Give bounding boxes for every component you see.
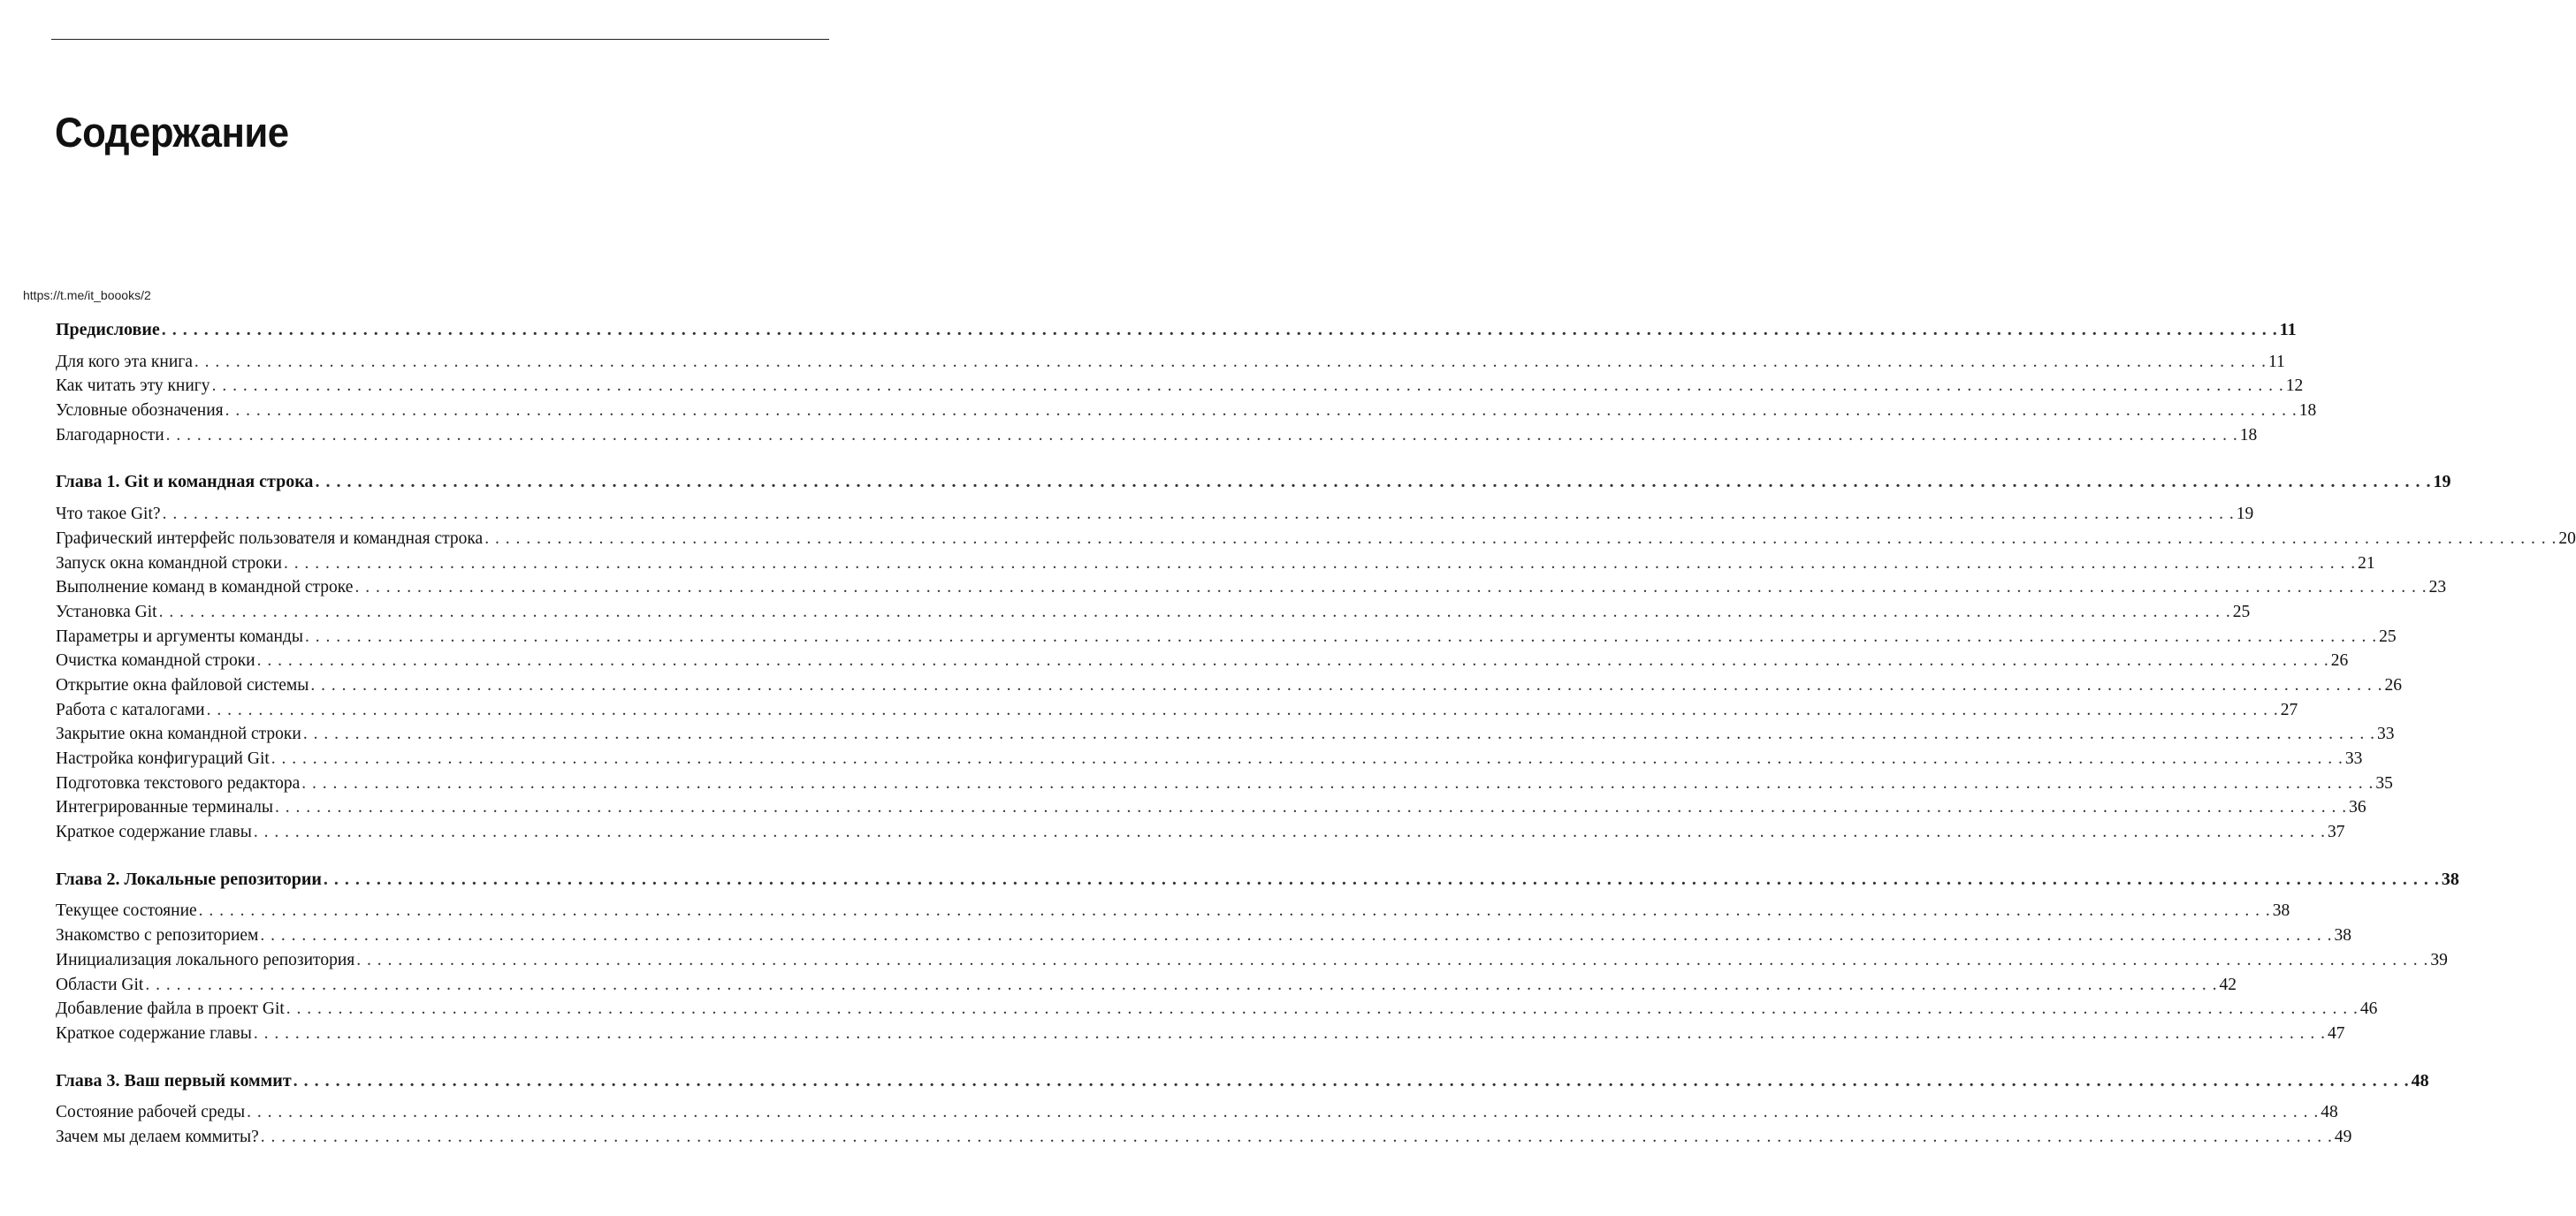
toc-entry-title: Инициализация локального репозитория — [56, 950, 355, 969]
toc-chapter-group — [56, 1069, 2429, 1150]
dot-leader: . . . . . . . . . . . . . . . . . . . . . . . . . . . . . . . . . . . . . . . . . . . . . . . . . . . . . . . . . . . . . . . . . . . . . . . . . . . . . . . . . . . . . . . . . . . . . . . . . . . . . . . . . . . . . . . . . . . . . . . . . . . . . . . . . . . . . . . . . . . . . . . . . . . . . . . . . . . . . . . . . . . . . . . . . . . . . . . . . . . . . . . . . . . . . . . . . . . . . . . . — [304, 627, 2378, 646]
toc-entry-title: Краткое содержание главы — [56, 1023, 252, 1043]
toc-entry[interactable] — [56, 795, 2366, 820]
dot-leader: . . . . . . . . . . . . . . . . . . . . . . . . . . . . . . . . . . . . . . . . . . . . . . . . . . . . . . . . . . . . . . . . . . . . . . . . . . . . . . . . . . . . . . . . . . . . . . . . . . . . . . . . . . . . . . . . . . . . . . . . . . . . . . . . . . . . . . . . . . . . . . . . . . . . . . . . . . . . . . . . . . . . . . . . . . . . . . . . . . . . . . . . . . . . . . . . . . . . . . . . — [354, 578, 2427, 597]
toc-entry[interactable] — [56, 423, 2258, 448]
top-rule — [51, 39, 829, 40]
toc-entry-title: Закрытие окна командной строки — [56, 725, 301, 744]
toc-entry-page-number: 19 — [2236, 505, 2254, 524]
toc-entry-title: Настройка конфигураций Git — [56, 749, 270, 768]
toc-entry-title: Запуск окна командной строки — [56, 553, 282, 573]
dot-leader: . . . . . . . . . . . . . . . . . . . . . . . . . . . . . . . . . . . . . . . . . . . . . . . . . . . . . . . . . . . . . . . . . . . . . . . . . . . . . . . . . . . . . . . . . . . . . . . . . . . . . . . . . . . . . . . . . . . . . . . . . . . . . . . . . . . . . . . . . . . . . . . . . . . . . . . . . . . . . . . . . . . . . . . . . . . . . . . . . . . . . . . . . . . . . . . . . . . . . . . . — [275, 798, 2348, 817]
dot-leader: . . . . . . . . . . . . . . . . . . . . . . . . . . . . . . . . . . . . . . . . . . . . . . . . . . . . . . . . . . . . . . . . . . . . . . . . . . . . . . . . . . . . . . . . . . . . . . . . . . . . . . . . . . . . . . . . . . . . . . . . . . . . . . . . . . . . . . . . . . . . . . . . . . . . . . . . . . . . . . . . . . . . . . . . . . . . . . . . . . . . . . . . . . . . . . . . . . . . . . . . — [194, 352, 2267, 371]
dot-leader: . . . . . . . . . . . . . . . . . . . . . . . . . . . . . . . . . . . . . . . . . . . . . . . . . . . . . . . . . . . . . . . . . . . . . . . . . . . . . . . . . . . . . . . . . . . . . . . . . . . . . . . . . . . . . . . . . . . . . . . . . . . . . . . . . . . . . . . . . . . . . . . . . . . . . . . . . . . . . . . . . . . . . . . . . . . . . . . . . . . . . . . . . . . . . . . . . . . . . . . . — [302, 725, 2375, 744]
toc-chapter-title: Глава 2. Локальные репозитории — [56, 869, 322, 889]
toc-entry-page-number: 33 — [2376, 725, 2395, 744]
toc-entry[interactable] — [56, 923, 2352, 948]
dot-leader: . . . . . . . . . . . . . . . . . . . . . . . . . . . . . . . . . . . . . . . . . . . . . . . . . . . . . . . . . . . . . . . . . . . . . . . . . . . . . . . . . . . . . . . . . . . . . . . . . . . . . . . . . . . . . . . . . . . . . . . . . . . . . . . . . . . . . . . . . . . . . . . . . . . . . . . . . . . . . . . . . . . . . . . . . . . . . . . . . . . . . . . . . . . . . . . . . . . . . . . . — [247, 1103, 2320, 1122]
toc-entry[interactable] — [56, 625, 2397, 650]
toc-entry-page-number: 48 — [2321, 1103, 2338, 1122]
toc-entry[interactable] — [56, 948, 2448, 973]
toc-entry[interactable] — [56, 698, 2298, 723]
toc-entry-title: Добавление файла в проект Git — [56, 999, 285, 1019]
toc-entry[interactable] — [56, 747, 2363, 771]
toc-chapter[interactable] — [56, 868, 2459, 893]
dot-leader: . . . . . . . . . . . . . . . . . . . . . . . . . . . . . . . . . . . . . . . . . . . . . . . . . . . . . . . . . . . . . . . . . . . . . . . . . . . . . . . . . . . . . . . . . . . . . . . . . . . . . . . . . . . . . . . . . . . . . . . . . . . . . . . . . . . . . . . . . . . . . . . . . . . . . . . . . . . . . . . . . . . . . . . . . . . . . . . . . . . . . . . . . . . . . . . . . . . . . . . . — [198, 901, 2271, 921]
dot-leader: . . . . . . . . . . . . . . . . . . . . . . . . . . . . . . . . . . . . . . . . . . . . . . . . . . . . . . . . . . . . . . . . . . . . . . . . . . . . . . . . . . . . . . . . . . . . . . . . . . . . . . . . . . . . . . . . . . . . . . . . . . . . . . . . . . . . . . . . . . . . . . . . . . . . . . . . . . . . . . . . . . . . . . . . . . . . . . . . . . . . . . . . . . . . . . . . . . . . . . . . — [256, 651, 2329, 671]
toc-chapter-group — [56, 318, 2317, 447]
toc-entry-title: Области Git — [56, 975, 144, 994]
toc-entry-page-number: 18 — [2298, 401, 2317, 421]
toc-entry[interactable] — [56, 551, 2375, 576]
toc-entry-page-number: 42 — [2219, 975, 2237, 994]
toc-chapter-group — [56, 470, 2576, 844]
toc-entry[interactable] — [56, 673, 2402, 698]
toc-entry-page-number: 21 — [2358, 553, 2375, 573]
toc-entry-title: Для кого эта книга — [56, 352, 193, 371]
toc-entry[interactable] — [56, 997, 2378, 1022]
table-of-contents — [56, 318, 2576, 1150]
toc-entry-page-number: 37 — [2327, 823, 2345, 842]
toc-entry[interactable] — [56, 1125, 2352, 1150]
dot-leader: . . . . . . . . . . . . . . . . . . . . . . . . . . . . . . . . . . . . . . . . . . . . . . . . . . . . . . . . . . . . . . . . . . . . . . . . . . . . . . . . . . . . . . . . . . . . . . . . . . . . . . . . . . . . . . . . . . . . . . . . . . . . . . . . . . . . . . . . . . . . . . . . . . . . . . . . . . . . . . . . . . . . . . . . . . . . . . . . . . . . . . . . . . . . . . . . . . . . . . . . — [165, 425, 2238, 445]
toc-entry[interactable] — [56, 350, 2285, 375]
toc-chapter-title: Предисловие — [56, 320, 160, 339]
dot-leader: . . . . . . . . . . . . . . . . . . . . . . . . . . . . . . . . . . . . . . . . . . . . . . . . . . . . . . . . . . . . . . . . . . . . . . . . . . . . . . . . . . . . . . . . . . . . . . . . . . . . . . . . . . . . . . . . . . . . . . . . . . . . . . . . . . . . . . . . . . . . . . . . . . . . . . . . . . . . . . . . . . . . . . . . . . . . . . . . . . . . . . . . . . . . . . . . . . . . . . . . — [293, 1070, 2410, 1091]
toc-entry-page-number: 25 — [2379, 627, 2397, 646]
toc-entry-page-number: 27 — [2280, 700, 2298, 719]
toc-chapter-title: Глава 1. Git и командная строка — [56, 472, 314, 492]
toc-entry[interactable] — [56, 820, 2345, 845]
toc-entry[interactable] — [56, 722, 2395, 747]
source-link[interactable]: https://t.me/it_boooks/2 — [23, 288, 151, 302]
dot-leader: . . . . . . . . . . . . . . . . . . . . . . . . . . . . . . . . . . . . . . . . . . . . . . . . . . . . . . . . . . . . . . . . . . . . . . . . . . . . . . . . . . . . . . . . . . . . . . . . . . . . . . . . . . . . . . . . . . . . . . . . . . . . . . . . . . . . . . . . . . . . . . . . . . . . . . . . . . . . . . . . . . . . . . . . . . . . . . . . . . . . . . . . . . . . . . . . . . . . . . . . — [283, 553, 2357, 573]
toc-entry-page-number: 49 — [2334, 1127, 2352, 1146]
toc-entry-page-number: 25 — [2232, 602, 2251, 621]
dot-leader: . . . . . . . . . . . . . . . . . . . . . . . . . . . . . . . . . . . . . . . . . . . . . . . . . . . . . . . . . . . . . . . . . . . . . . . . . . . . . . . . . . . . . . . . . . . . . . . . . . . . . . . . . . . . . . . . . . . . . . . . . . . . . . . . . . . . . . . . . . . . . . . . . . . . . . . . . . . . . . . . . . . . . . . . . . . . . . . . . . . . . . . . . . . . . . . . . . . . . . . . — [145, 975, 2218, 994]
toc-entry-title: Зачем мы делаем коммиты? — [56, 1127, 259, 1146]
toc-entry-title: Очистка командной строки — [56, 651, 255, 671]
toc-entry[interactable] — [56, 600, 2251, 625]
toc-entry-page-number: 20 — [2558, 528, 2576, 548]
toc-entry[interactable] — [56, 374, 2304, 399]
dot-leader: . . . . . . . . . . . . . . . . . . . . . . . . . . . . . . . . . . . . . . . . . . . . . . . . . . . . . . . . . . . . . . . . . . . . . . . . . . . . . . . . . . . . . . . . . . . . . . . . . . . . . . . . . . . . . . . . . . . . . . . . . . . . . . . . . . . . . . . . . . . . . . . . . . . . . . . . . . . . . . . . . . . . . . . . . . . . . . . . . . . . . . . . . . . . . . . . . . . . . . . . — [253, 823, 2326, 842]
dot-leader: . . . . . . . . . . . . . . . . . . . . . . . . . . . . . . . . . . . . . . . . . . . . . . . . . . . . . . . . . . . . . . . . . . . . . . . . . . . . . . . . . . . . . . . . . . . . . . . . . . . . . . . . . . . . . . . . . . . . . . . . . . . . . . . . . . . . . . . . . . . . . . . . . . . . . . . . . . . . . . . . . . . . . . . . . . . . . . . . . . . . . . . . . . . . . . . . . . . . . . . . — [356, 950, 2429, 969]
toc-chapter-group — [56, 868, 2459, 1046]
toc-entry-title: Выполнение команд в командной строке — [56, 578, 354, 597]
toc-entry-page-number: 23 — [2428, 578, 2447, 597]
toc-entry-page-number: 26 — [2330, 651, 2349, 671]
toc-chapter[interactable] — [56, 470, 2451, 495]
toc-entry-page-number: 11 — [2268, 352, 2285, 371]
toc-entry-page-number: 26 — [2384, 675, 2402, 695]
toc-entry-title: Как читать эту книгу — [56, 376, 210, 396]
toc-entry-page-number: 35 — [2375, 773, 2393, 793]
dot-leader: . . . . . . . . . . . . . . . . . . . . . . . . . . . . . . . . . . . . . . . . . . . . . . . . . . . . . . . . . . . . . . . . . . . . . . . . . . . . . . . . . . . . . . . . . . . . . . . . . . . . . . . . . . . . . . . . . . . . . . . . . . . . . . . . . . . . . . . . . . . . . . . . . . . . . . . . . . . . . . . . . . . . . . . . . . . . . . . . . . . . . . . . . . . . . . . . . . . . . . . . — [206, 700, 2279, 719]
toc-entry[interactable] — [56, 502, 2254, 527]
toc-entry[interactable] — [56, 649, 2349, 673]
toc-entry[interactable] — [56, 1022, 2345, 1046]
dot-leader: . . . . . . . . . . . . . . . . . . . . . . . . . . . . . . . . . . . . . . . . . . . . . . . . . . . . . . . . . . . . . . . . . . . . . . . . . . . . . . . . . . . . . . . . . . . . . . . . . . . . . . . . . . . . . . . . . . . . . . . . . . . . . . . . . . . . . . . . . . . . . . . . . . . . . . . . . . . . . . . . . . . . . . . . . . . . . . . . . . . . . . . . . . . . . . . . . . . . . . . . — [310, 675, 2383, 695]
toc-entry-page-number: 39 — [2430, 950, 2448, 969]
toc-entry-title: Подготовка текстового редактора — [56, 773, 301, 793]
toc-chapter[interactable] — [56, 318, 2297, 343]
dot-leader: . . . . . . . . . . . . . . . . . . . . . . . . . . . . . . . . . . . . . . . . . . . . . . . . . . . . . . . . . . . . . . . . . . . . . . . . . . . . . . . . . . . . . . . . . . . . . . . . . . . . . . . . . . . . . . . . . . . . . . . . . . . . . . . . . . . . . . . . . . . . . . . . . . . . . . . . . . . . . . . . . . . . . . . . . . . . . . . . . . . . . . . . . . . . . . . . . . . . . . . . — [315, 472, 2432, 492]
dot-leader: . . . . . . . . . . . . . . . . . . . . . . . . . . . . . . . . . . . . . . . . . . . . . . . . . . . . . . . . . . . . . . . . . . . . . . . . . . . . . . . . . . . . . . . . . . . . . . . . . . . . . . . . . . . . . . . . . . . . . . . . . . . . . . . . . . . . . . . . . . . . . . . . . . . . . . . . . . . . . . . . . . . . . . . . . . . . . . . . . . . . . . . . . . . . . . . . . . . . . . . . — [260, 926, 2333, 946]
dot-leader: . . . . . . . . . . . . . . . . . . . . . . . . . . . . . . . . . . . . . . . . . . . . . . . . . . . . . . . . . . . . . . . . . . . . . . . . . . . . . . . . . . . . . . . . . . . . . . . . . . . . . . . . . . . . . . . . . . . . . . . . . . . . . . . . . . . . . . . . . . . . . . . . . . . . . . . . . . . . . . . . . . . . . . . . . . . . . . . . . . . . . . . . . . . . . . . . . . . . . . . . — [225, 401, 2298, 421]
dot-leader: . . . . . . . . . . . . . . . . . . . . . . . . . . . . . . . . . . . . . . . . . . . . . . . . . . . . . . . . . . . . . . . . . . . . . . . . . . . . . . . . . . . . . . . . . . . . . . . . . . . . . . . . . . . . . . . . . . . . . . . . . . . . . . . . . . . . . . . . . . . . . . . . . . . . . . . . . . . . . . . . . . . . . . . . . . . . . . . . . . . . . . . . . . . . . . . . . . . . . . . . — [161, 320, 2278, 339]
toc-entry-title: Благодарности — [56, 425, 164, 445]
dot-leader: . . . . . . . . . . . . . . . . . . . . . . . . . . . . . . . . . . . . . . . . . . . . . . . . . . . . . . . . . . . . . . . . . . . . . . . . . . . . . . . . . . . . . . . . . . . . . . . . . . . . . . . . . . . . . . . . . . . . . . . . . . . . . . . . . . . . . . . . . . . . . . . . . . . . . . . . . . . . . . . . . . . . . . . . . . . . . . . . . . . . . . . . . . . . . . . . . . . . . . . . — [158, 602, 2231, 621]
toc-entry-page-number: 46 — [2359, 999, 2378, 1019]
toc-entry[interactable] — [56, 899, 2290, 923]
toc-chapter-page-number: 48 — [2411, 1070, 2429, 1091]
toc-entry[interactable] — [56, 771, 2393, 796]
dot-leader: . . . . . . . . . . . . . . . . . . . . . . . . . . . . . . . . . . . . . . . . . . . . . . . . . . . . . . . . . . . . . . . . . . . . . . . . . . . . . . . . . . . . . . . . . . . . . . . . . . . . . . . . . . . . . . . . . . . . . . . . . . . . . . . . . . . . . . . . . . . . . . . . . . . . . . . . . . . . . . . . . . . . . . . . . . . . . . . . . . . . . . . . . . . . . . . . . . . . . . . . — [301, 773, 2374, 793]
dot-leader: . . . . . . . . . . . . . . . . . . . . . . . . . . . . . . . . . . . . . . . . . . . . . . . . . . . . . . . . . . . . . . . . . . . . . . . . . . . . . . . . . . . . . . . . . . . . . . . . . . . . . . . . . . . . . . . . . . . . . . . . . . . . . . . . . . . . . . . . . . . . . . . . . . . . . . . . . . . . . . . . . . . . . . . . . . . . . . . . . . . . . . . . . . . . . . . . . . . . . . . . — [162, 505, 2235, 524]
dot-leader: . . . . . . . . . . . . . . . . . . . . . . . . . . . . . . . . . . . . . . . . . . . . . . . . . . . . . . . . . . . . . . . . . . . . . . . . . . . . . . . . . . . . . . . . . . . . . . . . . . . . . . . . . . . . . . . . . . . . . . . . . . . . . . . . . . . . . . . . . . . . . . . . . . . . . . . . . . . . . . . . . . . . . . . . . . . . . . . . . . . . . . . . . . . . . . . . . . . . . . . . — [286, 999, 2359, 1019]
toc-chapter[interactable] — [56, 1069, 2429, 1094]
page-title: Содержание — [55, 109, 289, 156]
dot-leader: . . . . . . . . . . . . . . . . . . . . . . . . . . . . . . . . . . . . . . . . . . . . . . . . . . . . . . . . . . . . . . . . . . . . . . . . . . . . . . . . . . . . . . . . . . . . . . . . . . . . . . . . . . . . . . . . . . . . . . . . . . . . . . . . . . . . . . . . . . . . . . . . . . . . . . . . . . . . . . . . . . . . . . . . . . . . . . . . . . . . . . . . . . . . . . . . . . . . . . . . — [253, 1023, 2326, 1043]
toc-chapter-page-number: 38 — [2441, 869, 2459, 889]
toc-chapter-page-number: 11 — [2279, 320, 2297, 339]
dot-leader: . . . . . . . . . . . . . . . . . . . . . . . . . . . . . . . . . . . . . . . . . . . . . . . . . . . . . . . . . . . . . . . . . . . . . . . . . . . . . . . . . . . . . . . . . . . . . . . . . . . . . . . . . . . . . . . . . . . . . . . . . . . . . . . . . . . . . . . . . . . . . . . . . . . . . . . . . . . . . . . . . . . . . . . . . . . . . . . . . . . . . . . . . . . . . . . . . . . . . . . . — [323, 869, 2440, 889]
toc-entry-title: Условные обозначения — [56, 401, 224, 421]
toc-entry-page-number: 12 — [2285, 376, 2304, 396]
toc-entry-title: Параметры и аргументы команды — [56, 627, 303, 646]
toc-chapter-page-number: 19 — [2433, 472, 2451, 492]
dot-leader: . . . . . . . . . . . . . . . . . . . . . . . . . . . . . . . . . . . . . . . . . . . . . . . . . . . . . . . . . . . . . . . . . . . . . . . . . . . . . . . . . . . . . . . . . . . . . . . . . . . . . . . . . . . . . . . . . . . . . . . . . . . . . . . . . . . . . . . . . . . . . . . . . . . . . . . . . . . . . . . . . . . . . . . . . . . . . . . . . . . . . . . . . . . . . . . . . . . . . . . . — [484, 528, 2557, 548]
toc-entry-title: Открытие окна файловой системы — [56, 675, 309, 695]
toc-entry-page-number: 33 — [2344, 749, 2363, 768]
toc-entry-title: Знакомство с репозиторием — [56, 926, 259, 946]
dot-leader: . . . . . . . . . . . . . . . . . . . . . . . . . . . . . . . . . . . . . . . . . . . . . . . . . . . . . . . . . . . . . . . . . . . . . . . . . . . . . . . . . . . . . . . . . . . . . . . . . . . . . . . . . . . . . . . . . . . . . . . . . . . . . . . . . . . . . . . . . . . . . . . . . . . . . . . . . . . . . . . . . . . . . . . . . . . . . . . . . . . . . . . . . . . . . . . . . . . . . . . . — [211, 376, 2284, 396]
toc-entry-page-number: 38 — [2334, 926, 2352, 946]
toc-entry-page-number: 38 — [2272, 901, 2290, 921]
toc-entry-title: Текущее состояние — [56, 901, 197, 921]
toc-entry-page-number: 36 — [2349, 798, 2366, 817]
dot-leader: . . . . . . . . . . . . . . . . . . . . . . . . . . . . . . . . . . . . . . . . . . . . . . . . . . . . . . . . . . . . . . . . . . . . . . . . . . . . . . . . . . . . . . . . . . . . . . . . . . . . . . . . . . . . . . . . . . . . . . . . . . . . . . . . . . . . . . . . . . . . . . . . . . . . . . . . . . . . . . . . . . . . . . . . . . . . . . . . . . . . . . . . . . . . . . . . . . . . . . . . — [260, 1127, 2333, 1146]
toc-entry[interactable] — [56, 575, 2447, 600]
toc-entry[interactable] — [56, 527, 2576, 551]
toc-entry[interactable] — [56, 973, 2237, 998]
toc-entry-title: Установка Git — [56, 602, 157, 621]
toc-chapter-title: Глава 3. Ваш первый коммит — [56, 1070, 292, 1091]
dot-leader: . . . . . . . . . . . . . . . . . . . . . . . . . . . . . . . . . . . . . . . . . . . . . . . . . . . . . . . . . . . . . . . . . . . . . . . . . . . . . . . . . . . . . . . . . . . . . . . . . . . . . . . . . . . . . . . . . . . . . . . . . . . . . . . . . . . . . . . . . . . . . . . . . . . . . . . . . . . . . . . . . . . . . . . . . . . . . . . . . . . . . . . . . . . . . . . . . . . . . . . . — [271, 749, 2344, 768]
toc-entry-page-number: 47 — [2327, 1023, 2345, 1043]
toc-entry[interactable] — [56, 399, 2317, 423]
toc-entry-title: Состояние рабочей среды — [56, 1103, 246, 1122]
toc-entry-title: Что такое Git? — [56, 505, 161, 524]
toc-entry-title: Работа с каталогами — [56, 700, 205, 719]
toc-entry-page-number: 18 — [2239, 425, 2258, 445]
toc-entry[interactable] — [56, 1100, 2338, 1125]
toc-entry-title: Интегрированные терминалы — [56, 798, 273, 817]
toc-entry-title: Краткое содержание главы — [56, 823, 252, 842]
toc-entry-title: Графический интерфейс пользователя и командная строка — [56, 528, 484, 548]
